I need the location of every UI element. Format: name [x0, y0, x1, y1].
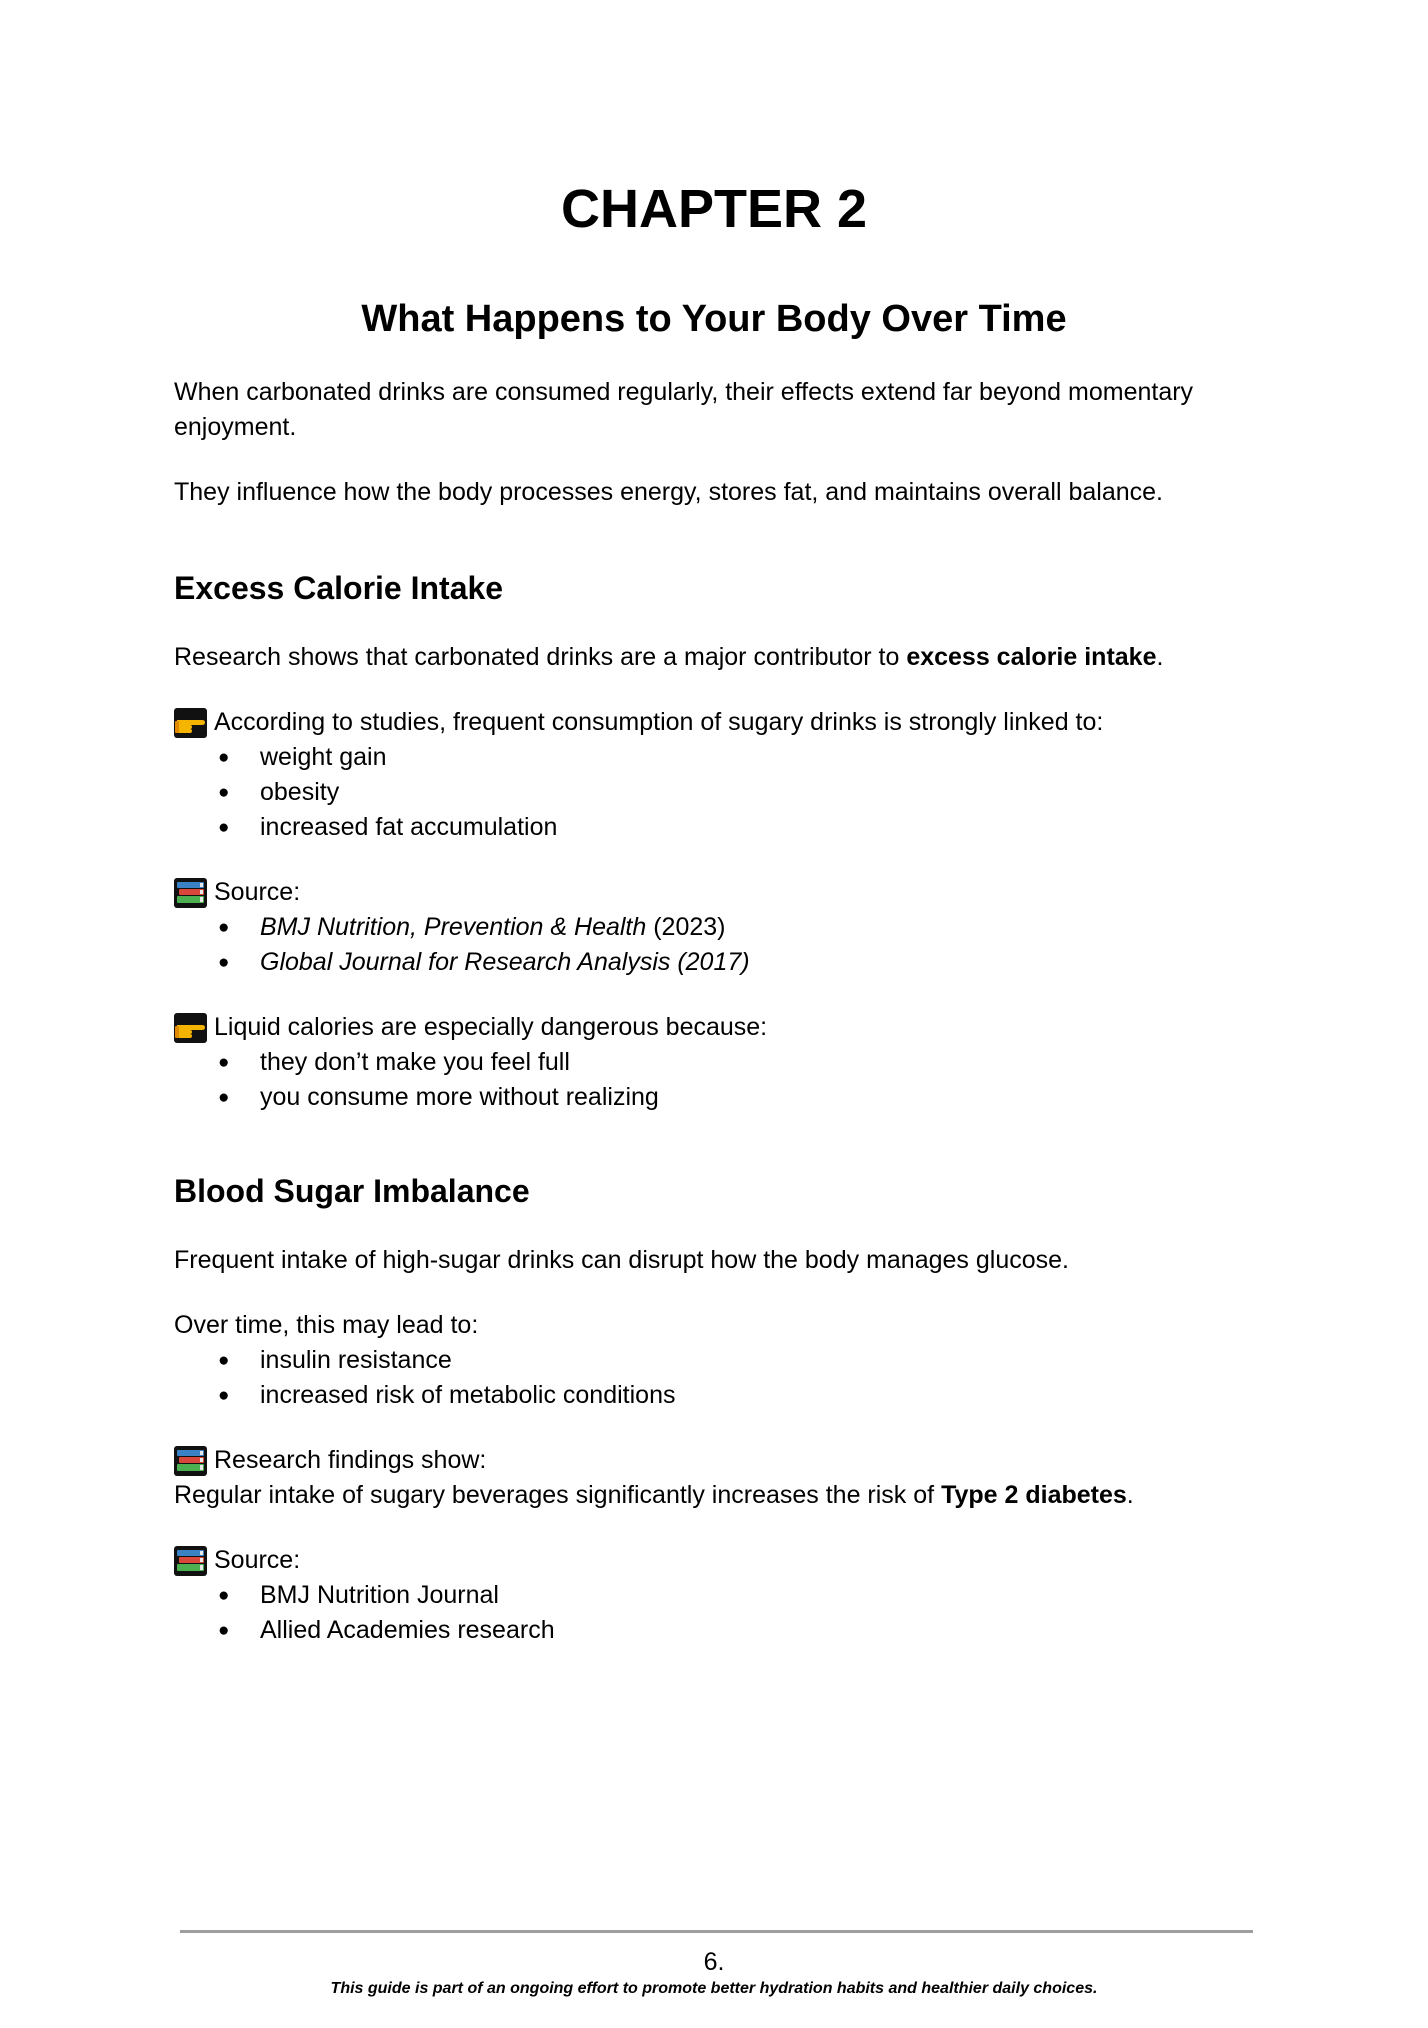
findings-label: Research findings show:	[214, 1446, 487, 1474]
research-suffix: .	[1156, 643, 1164, 671]
books-icon	[174, 1446, 207, 1476]
source-label: Source:	[214, 1546, 301, 1574]
list-item: ● you consume more without realizing	[218, 1083, 659, 1111]
list-item: ● increased fat accumulation	[218, 813, 558, 841]
studies-line	[174, 705, 1103, 740]
list-item: ● BMJ Nutrition Journal	[218, 1581, 499, 1609]
list-item: ● insulin resistance	[218, 1346, 452, 1374]
books-icon	[174, 878, 207, 908]
list-item: ● BMJ Nutrition, Prevention & Health (2023)	[218, 913, 726, 941]
list-item: ● Allied Academies research	[218, 1616, 555, 1644]
list-item: ● increased risk of metabolic conditions	[218, 1381, 676, 1409]
footer-tagline: This guide is part of an ongoing effort to promote better hydration habits and healthier daily choices.	[330, 1980, 1098, 1997]
research-bold: excess calorie intake	[906, 643, 1157, 671]
page-title: What Happens to Your Body Over Time	[361, 298, 1067, 340]
intro-line-1: When carbonated drinks are consumed regularly, their effects extend far beyond momentary	[174, 378, 1194, 406]
research-prefix: Research shows that carbonated drinks are a major contributor to	[174, 643, 907, 671]
footer-divider	[180, 1930, 1253, 1933]
source-line-2	[174, 1543, 300, 1578]
section-heading-blood-sugar: Blood Sugar Imbalance	[174, 1173, 530, 1209]
list-item: ● they don’t make you feel full	[218, 1048, 570, 1076]
blood-sugar-lead: Over time, this may lead to:	[174, 1311, 479, 1339]
section-heading-calorie: Excess Calorie Intake	[174, 570, 504, 606]
liquid-label: Liquid calories are especially dangerous because:	[214, 1013, 768, 1041]
liquid-line	[174, 1010, 767, 1045]
source-label: Source:	[214, 878, 301, 906]
research-paragraph	[174, 640, 1163, 675]
findings-bold: Type 2 diabetes	[941, 1481, 1127, 1509]
chapter-label: CHAPTER 2	[560, 179, 868, 239]
books-icon	[174, 1546, 207, 1576]
studies-label: According to studies, frequent consumption of sugary drinks is strongly linked to:	[214, 708, 1104, 736]
intro-line-3: They influence how the body processes energy, stores fat, and maintains overall balance.	[174, 478, 1163, 506]
findings-paragraph: Regular intake of sugary beverages significantly increases the risk of Type 2 diabetes.	[174, 1481, 1134, 1509]
intro-line-2: enjoyment.	[174, 413, 297, 441]
source-line-1	[174, 875, 300, 910]
list-item: ● weight gain	[218, 743, 387, 771]
findings-line	[174, 1443, 486, 1478]
blood-sugar-intro: Frequent intake of high-sugar drinks can disrupt how the body manages glucose.	[174, 1246, 1069, 1274]
list-item: ● Global Journal for Research Analysis (2017)	[218, 948, 750, 976]
pointing-hand-icon	[174, 708, 207, 738]
list-item: ● obesity	[218, 778, 340, 806]
page-number: 6.	[703, 1948, 725, 1976]
pointing-hand-icon	[174, 1013, 207, 1043]
